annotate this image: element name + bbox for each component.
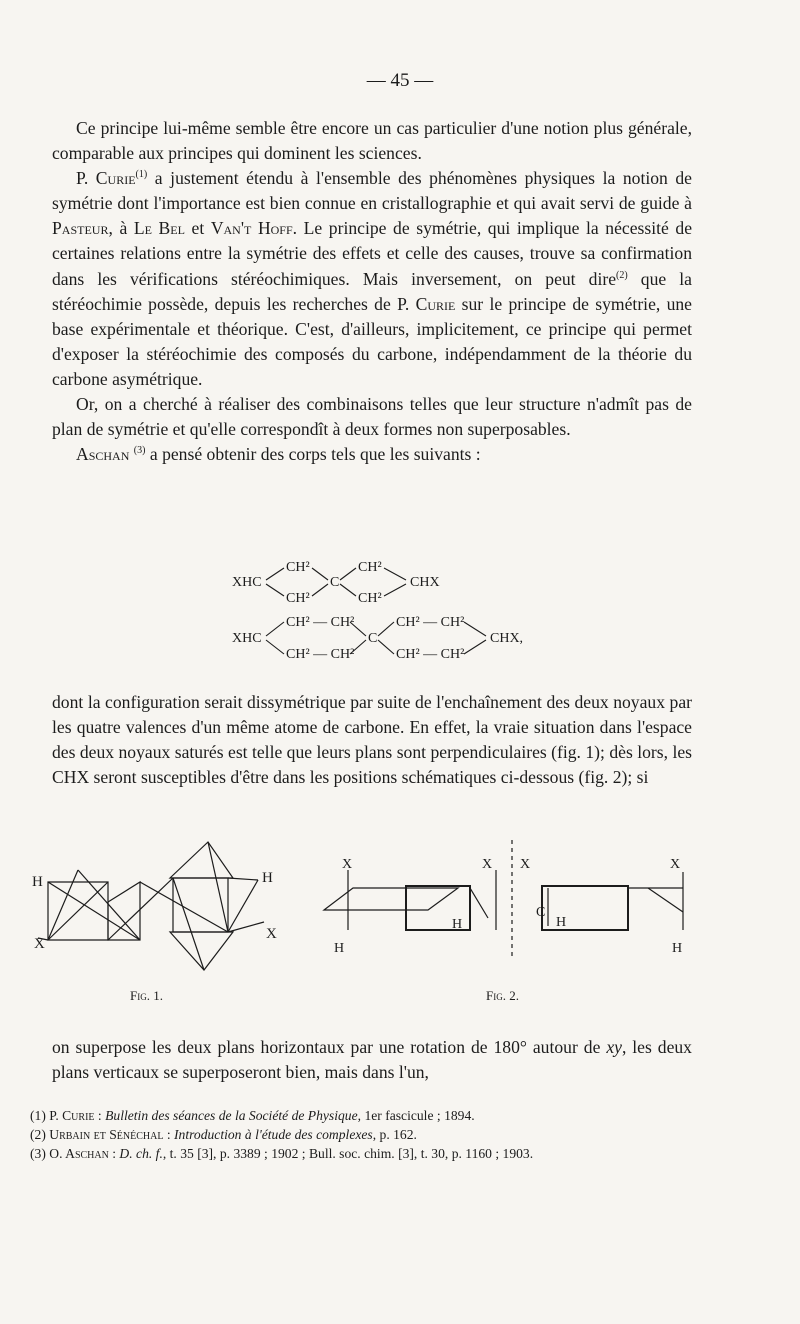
author-aschan: Aschan bbox=[76, 444, 130, 465]
footnote-2-author: Urbain et Sénéchal bbox=[49, 1127, 164, 1142]
body-text-bottom bbox=[52, 1035, 692, 1085]
footnote-1-title: Bulletin des séances de la Société de Physique bbox=[105, 1108, 358, 1123]
footnote-1-num: (1) bbox=[30, 1108, 46, 1123]
fig2-left-plane-horizontal bbox=[324, 888, 458, 910]
footnote-3-rest: , t. 35 [3], p. 3389 ; 1902 ; Bull. soc. chim. [3], t. 30, p. 1160 ; 1903. bbox=[162, 1146, 534, 1161]
footnote-2-title: Introduction à l'étude des complexes bbox=[174, 1127, 373, 1142]
config-text-3: ); si bbox=[621, 767, 649, 788]
fig2-h3: H bbox=[556, 915, 567, 930]
f2-carbon: C bbox=[368, 631, 378, 646]
fig1-x-right: X bbox=[266, 926, 277, 942]
author-vanthoff: Van't Hoff bbox=[210, 218, 293, 239]
footnote-ref-2: (2) bbox=[616, 269, 628, 281]
footnote-1 bbox=[30, 1106, 690, 1125]
f1-top-b: CH² bbox=[358, 560, 382, 575]
footnote-2-rest: , p. 162. bbox=[372, 1127, 417, 1142]
f2-left: XHC bbox=[232, 631, 262, 646]
footnote-1-author: P. Curie bbox=[49, 1108, 95, 1123]
footnote-2-num: (2) bbox=[30, 1127, 46, 1142]
footnote-2-sep: : bbox=[163, 1127, 175, 1142]
curie-text-1: a justement étendu à l'ensemble des phénomènes physiques la notion de symétrie dont l'importance est bien connue en cristallographie et qui avait servi de guide à bbox=[52, 168, 692, 214]
fig2-x4: X bbox=[670, 857, 681, 872]
fig2-c: C bbox=[536, 905, 546, 920]
body-text-middle bbox=[52, 690, 692, 790]
config-text-2: ); dès lors, les CHX seront susceptibles d'être dans les positions schématiques ci-dessous (fig. bbox=[52, 742, 692, 788]
footnote-1-sep: : bbox=[94, 1108, 106, 1123]
sep-1: , à bbox=[108, 218, 134, 239]
f2-top-a: CH² — CH² bbox=[286, 615, 355, 630]
fig2-x3: X bbox=[520, 857, 531, 872]
author-lebel: Le Bel bbox=[133, 218, 185, 239]
fig-ref-2: 2 bbox=[612, 767, 622, 788]
footnotes bbox=[30, 1106, 690, 1163]
figure-1 bbox=[38, 842, 264, 970]
curie-text-3: que la stéréochimie possède, depuis les recherches de bbox=[52, 268, 692, 314]
f2-top-b: CH² — CH² bbox=[396, 615, 465, 630]
f2-bot-b: CH² — CH² bbox=[396, 647, 465, 662]
figure-2 bbox=[324, 840, 683, 960]
fig2-right-plane-vertical bbox=[542, 886, 628, 930]
f1-bot-a: CH² bbox=[286, 591, 310, 606]
body-text-top bbox=[52, 116, 692, 467]
fig1-pyramid-top bbox=[170, 842, 233, 878]
sep-2: et bbox=[184, 218, 211, 239]
footnote-ref-1: (1) bbox=[135, 169, 148, 181]
footnote-3-sep: : bbox=[108, 1146, 120, 1161]
config-text-1: dont la configuration serait dissymétrique par suite de l'enchaînement des deux noyaux par les quatre valences d'un même atome de carbone. En effet, la vraie situation dans l'espace des deux noyaux saturés est telle que leurs plans sont perpendiculaires (fig. bbox=[52, 692, 692, 763]
footnote-3-author: O. Aschan bbox=[49, 1146, 109, 1161]
f1-bot-b: CH² bbox=[358, 591, 382, 606]
fig1-h-right: H bbox=[262, 870, 273, 886]
footnote-3-title: D. ch. f. bbox=[119, 1146, 163, 1161]
f2-right: CHX, bbox=[490, 631, 524, 646]
curie-text-2: . Le principe de symétrie, qui implique la nécessité de certaines relations entre la symétrie des effets et celle des causes, trouve sa confirmation dans les vérifications stéréochimiques. Mais inversement, on peut dire bbox=[52, 218, 693, 289]
footnote-1-rest: , 1er fascicule ; 1894. bbox=[357, 1108, 475, 1123]
paragraph-combinations: Or, on a cherché à réaliser des combinaisons telles que leur structure n'admît pas de plan de symétrie et qu'elle correspondît à deux formes non superposables. bbox=[52, 394, 692, 440]
paragraph-aschan bbox=[52, 442, 692, 467]
rotation-text-2: , les deux plans verticaux se superposeront bien, mais dans l'un, bbox=[52, 1037, 692, 1083]
fig1-x-left: X bbox=[34, 936, 45, 952]
fig-ref-1: 1 bbox=[585, 742, 595, 763]
fig2-x2: X bbox=[482, 857, 493, 872]
fig1-h-left: H bbox=[32, 874, 43, 890]
formula-svg bbox=[228, 556, 548, 676]
curie-text-4: sur le principe de symétrie, une base expérimentale et théorique. C'est, d'ailleurs, implicitement, ce principe qui permet d'exposer la stéréochimie des composés du carbone, indépendamment de la théorie du carbone asymétrique. bbox=[52, 293, 692, 389]
fig1-cube-right-face bbox=[108, 882, 140, 940]
f2-bot-a: CH² — CH² bbox=[286, 647, 355, 662]
author-pasteur: Pasteur bbox=[52, 218, 109, 239]
aschan-text: a pensé obtenir des corps tels que les suivants : bbox=[145, 444, 481, 465]
footnote-3 bbox=[30, 1144, 690, 1163]
paragraph-configuration bbox=[52, 690, 692, 790]
author-curie-2: P. Curie bbox=[397, 293, 456, 314]
footnote-ref-3: (3) bbox=[133, 445, 146, 457]
fig2-h1: H bbox=[334, 941, 345, 956]
footnote-3-num: (3) bbox=[30, 1146, 46, 1161]
chemical-formulas bbox=[228, 556, 548, 676]
rotation-text-1: on superpose les deux plans horizontaux par une rotation de 180° autour de bbox=[52, 1037, 607, 1057]
fig2-caption: Fig. 2. bbox=[486, 988, 519, 1003]
fig1-caption: Fig. 1. bbox=[130, 988, 163, 1003]
page-number: — 45 — bbox=[366, 70, 434, 91]
f1-right: CHX bbox=[410, 575, 440, 590]
axis-xy: xy bbox=[606, 1037, 622, 1057]
paragraph-principle: Ce principe lui-même semble être encore un cas particulier d'une notion plus générale, comparable aux principes qui dominent les sciences. bbox=[52, 118, 692, 164]
f1-top-a: CH² bbox=[286, 560, 310, 575]
f1-left: XHC bbox=[232, 575, 262, 590]
author-curie: P. Curie bbox=[76, 168, 136, 189]
fig2-h4: H bbox=[672, 941, 683, 956]
fig2-h2: H bbox=[452, 917, 463, 932]
paragraph-curie bbox=[52, 166, 692, 392]
f1-carbon: C bbox=[330, 575, 340, 590]
footnote-2 bbox=[30, 1125, 690, 1144]
fig2-x1: X bbox=[342, 857, 353, 872]
paragraph-rotation bbox=[52, 1035, 692, 1085]
